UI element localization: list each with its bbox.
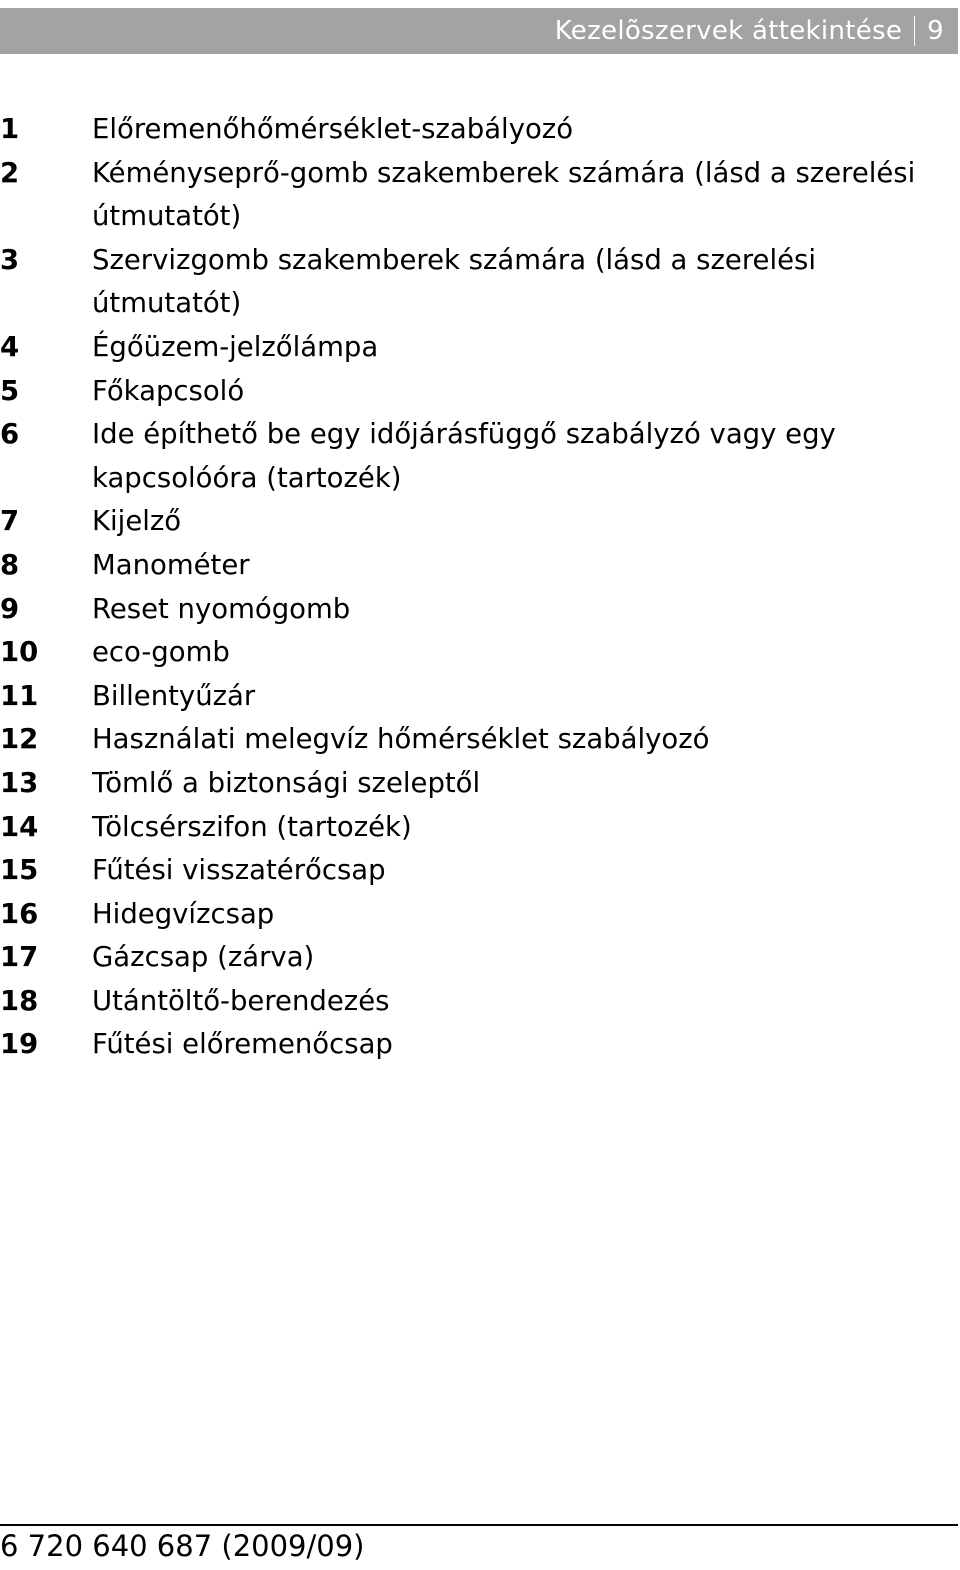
item-label: eco-gomb (92, 636, 230, 669)
section-title: Kezelõszervek áttekintése (554, 16, 903, 46)
list-item (0, 588, 958, 632)
list-item (0, 152, 958, 239)
header-divider (914, 16, 915, 46)
list-item (0, 326, 958, 370)
list-item (0, 936, 958, 980)
item-number: 2 (0, 156, 20, 189)
item-label: Kéményseprő-gomb szakemberek számára (lásd a szerelési útmutatót) (92, 156, 916, 233)
item-label: Hidegvízcsap (92, 897, 275, 930)
item-label: Kijelző (92, 505, 182, 538)
item-number: 18 (0, 984, 39, 1017)
item-label: Égőüzem-jelzőlámpa (92, 330, 379, 363)
list-item (0, 108, 958, 152)
item-label: Fűtési visszatérőcsap (92, 854, 386, 887)
item-number: 16 (0, 897, 39, 930)
list-item (0, 631, 958, 675)
item-label: Szervizgomb szakemberek számára (lásd a szerelési útmutatót) (92, 243, 816, 320)
page-number: 9 (927, 16, 944, 46)
item-number: 10 (0, 636, 39, 669)
list-item (0, 718, 958, 762)
item-number: 9 (0, 592, 20, 625)
footer-divider (0, 1524, 958, 1526)
item-number: 1 (0, 113, 20, 145)
item-label: Billentyűzár (92, 679, 256, 712)
list-item (0, 980, 958, 1024)
list-item (0, 370, 958, 414)
item-number: 11 (0, 679, 39, 712)
list-item (0, 762, 958, 806)
list-item (0, 1023, 958, 1067)
item-number: 17 (0, 941, 39, 974)
item-label: Utántöltő-berendezés (92, 984, 390, 1017)
item-label: Manométer (92, 548, 250, 581)
item-number: 14 (0, 810, 39, 843)
list-item (0, 413, 958, 500)
list-item (0, 849, 958, 893)
list-item (0, 239, 958, 326)
item-number: 4 (0, 330, 20, 363)
item-number: 12 (0, 723, 39, 756)
item-number: 15 (0, 854, 39, 887)
item-number: 13 (0, 766, 39, 799)
list-item (0, 806, 958, 850)
item-number: 6 (0, 418, 20, 451)
item-label: Főkapcsoló (92, 374, 245, 407)
item-label: Ide építhető be egy időjárásfüggő szabályzó vagy egy kapcsolóóra (tartozék) (92, 418, 836, 494)
page-header (0, 8, 958, 54)
item-label: Fűtési előremenőcsap (92, 1028, 393, 1061)
item-label: Előremenőhőmérséklet-szabályozó (92, 113, 574, 145)
item-label: Reset nyomógomb (92, 592, 351, 625)
item-label: Tömlő a biztonsági szeleptől (92, 766, 481, 799)
component-legend-list (0, 108, 958, 1067)
item-number: 8 (0, 548, 20, 581)
list-item (0, 675, 958, 719)
list-item (0, 544, 958, 588)
document-id: 6 720 640 687 (2009/09) (0, 1529, 365, 1563)
item-number: 3 (0, 243, 20, 276)
item-number: 5 (0, 374, 20, 407)
list-item (0, 893, 958, 937)
item-label: Gázcsap (zárva) (92, 941, 315, 974)
item-number: 7 (0, 505, 20, 538)
item-label: Használati melegvíz hőmérséklet szabályozó (92, 723, 710, 756)
item-label: Tölcsérszifon (tartozék) (92, 810, 412, 843)
list-item (0, 500, 958, 544)
item-number: 19 (0, 1028, 39, 1061)
